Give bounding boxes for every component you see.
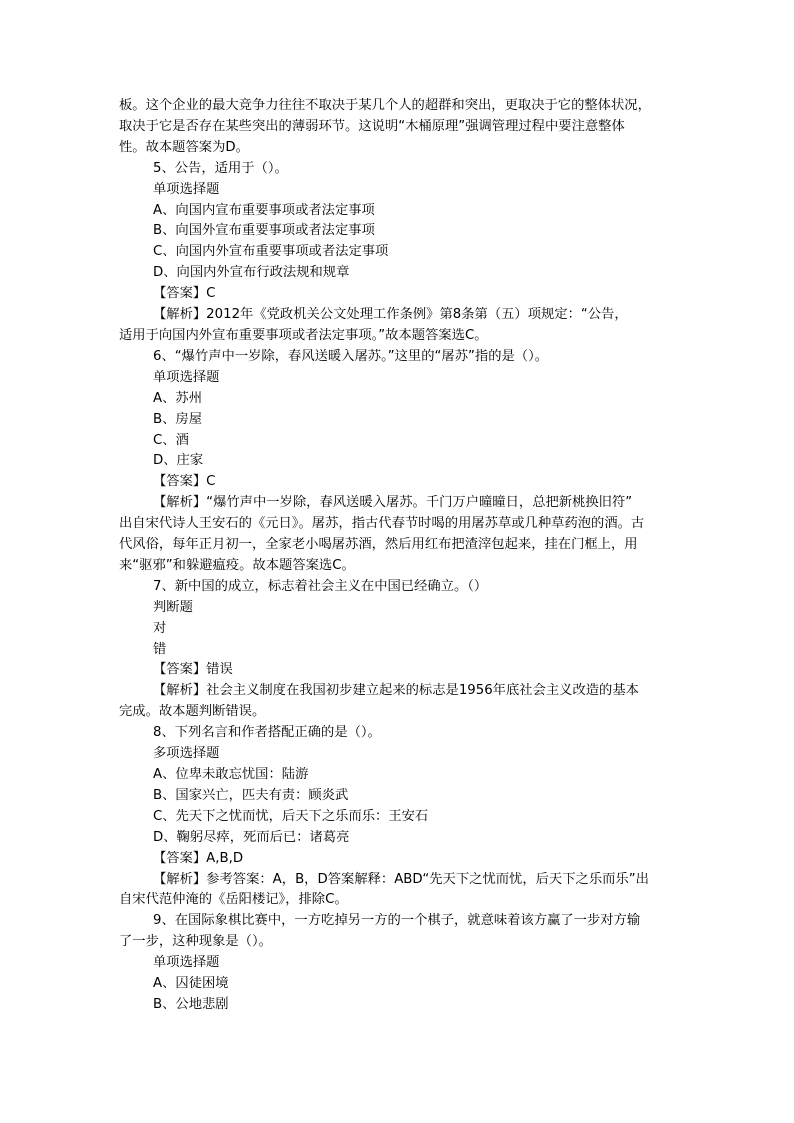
text-line: 代风俗，每年正月初一，全家老小喝屠苏酒，然后用红布把渣滓包起来，挂在门框上，用 bbox=[119, 537, 638, 553]
paragraph bbox=[119, 263, 679, 284]
paragraph bbox=[119, 284, 679, 305]
paragraph bbox=[119, 744, 679, 765]
paragraph bbox=[119, 96, 679, 159]
paragraph bbox=[119, 221, 679, 242]
text-line: 单项选择题 bbox=[153, 369, 220, 385]
text-line: 错 bbox=[153, 641, 167, 657]
text-line: A、囚徒困境 bbox=[153, 976, 229, 992]
paragraph bbox=[119, 347, 679, 368]
text-line: 【解析】参考答案：A，B，D答案解释：ABD“先天下之忧而忧，后天下之乐而乐”出 bbox=[153, 871, 649, 887]
paragraph bbox=[119, 723, 679, 744]
paragraph bbox=[119, 305, 679, 347]
paragraph bbox=[119, 472, 679, 493]
paragraph bbox=[119, 640, 679, 661]
paragraph bbox=[119, 765, 679, 786]
text-line: B、公地悲剧 bbox=[153, 996, 229, 1012]
paragraph bbox=[119, 242, 679, 263]
text-line: 板。这个企业的最大竞争力往往不取决于某几个人的超群和突出，更取决于它的整体状况， bbox=[119, 98, 651, 113]
text-line: 完成。故本题判断错误。 bbox=[119, 704, 266, 720]
paragraph bbox=[119, 807, 679, 828]
text-line: 判断题 bbox=[153, 599, 193, 615]
text-line: 出自宋代诗人王安石的《元日》。屠苏，指古代春节时喝的用屠苏草或几种草药泡的酒。古 bbox=[119, 516, 645, 532]
paragraph bbox=[119, 451, 679, 472]
paragraph bbox=[119, 995, 679, 1016]
text-line: 5、公告，适用于（）。 bbox=[153, 160, 288, 176]
text-line: 8、下列名言和作者搭配正确的是（）。 bbox=[153, 725, 381, 741]
text-line: 单项选择题 bbox=[153, 181, 220, 197]
text-line: 7、新中国的成立，标志着社会主义在中国已经确立。（） bbox=[153, 578, 488, 594]
text-line: D、向国内外宣布行政法规和规章 bbox=[153, 265, 350, 281]
paragraph bbox=[119, 849, 679, 870]
text-line: 【答案】错误 bbox=[153, 662, 233, 678]
paragraph bbox=[119, 389, 679, 410]
paragraph bbox=[119, 201, 679, 222]
text-line: C、先天下之忧而忧，后天下之乐而乐：王安石 bbox=[153, 808, 429, 824]
text-line: D、鞠躬尽瘁，死而后已：诸葛亮 bbox=[153, 829, 350, 845]
text-line: B、国家兴亡，匹夫有责：顾炎武 bbox=[153, 787, 349, 803]
text-line: 自宋代范仲淹的《岳阳楼记》，排除C。 bbox=[119, 892, 348, 908]
paragraph bbox=[119, 681, 679, 723]
paragraph bbox=[119, 431, 679, 452]
text-line: 9、在国际象棋比赛中，一方吃掉另一方的一个棋子，就意味着该方赢了一步对方输 bbox=[153, 913, 641, 929]
paragraph bbox=[119, 619, 679, 640]
document-body bbox=[119, 96, 679, 1016]
text-line: B、向国外宣布重要事项或者法定事项 bbox=[153, 223, 375, 239]
text-line: 【解析】社会主义制度在我国初步建立起来的标志是1956年底社会主义改造的基本 bbox=[153, 683, 639, 699]
text-line: 【解析】“爆竹声中一岁除，春风送暖入屠苏。千门万户曈曈日，总把新桃换旧符” bbox=[153, 495, 633, 511]
paragraph bbox=[119, 870, 679, 912]
paragraph bbox=[119, 911, 679, 953]
paragraph bbox=[119, 828, 679, 849]
paragraph bbox=[119, 974, 679, 995]
paragraph bbox=[119, 660, 679, 681]
text-line: 适用于向国内外宣布重要事项或者法定事项。”故本题答案选C。 bbox=[119, 327, 488, 343]
text-line: 对 bbox=[153, 620, 167, 636]
text-line: 【答案】C bbox=[153, 286, 216, 302]
text-line: C、酒 bbox=[153, 432, 189, 448]
text-line: 来“驱邪”和躲避瘟疫。故本题答案选C。 bbox=[119, 557, 355, 573]
paragraph bbox=[119, 180, 679, 201]
paragraph bbox=[119, 577, 679, 598]
paragraph bbox=[119, 368, 679, 389]
text-line: 【解析】2012年《党政机关公文处理工作条例》第8条第（五）项规定：“公告， bbox=[153, 307, 628, 323]
text-line: 单项选择题 bbox=[153, 955, 220, 971]
text-line: B、房屋 bbox=[153, 411, 203, 427]
text-line: A、位卑未敢忘忧国：陆游 bbox=[153, 767, 309, 782]
text-line: C、向国内外宣布重要事项或者法定事项 bbox=[153, 244, 389, 260]
text-line: 6、“爆竹声中一岁除，春风送暖入屠苏。”这里的“屠苏”指的是（）。 bbox=[153, 348, 549, 364]
paragraph bbox=[119, 159, 679, 180]
text-line: A、苏州 bbox=[153, 390, 202, 406]
paragraph bbox=[119, 598, 679, 619]
text-line: A、向国内宣布重要事项或者法定事项 bbox=[153, 202, 375, 218]
paragraph bbox=[119, 493, 679, 577]
text-line: 【答案】C bbox=[153, 474, 216, 490]
text-line: 性。故本题答案为D。 bbox=[119, 139, 249, 155]
text-line: 取决于它是否存在某些突出的薄弱环节。这说明“木桶原理”强调管理过程中要注意整体 bbox=[119, 118, 625, 134]
text-line: D、庄家 bbox=[153, 453, 204, 469]
paragraph bbox=[119, 953, 679, 974]
paragraph bbox=[119, 786, 679, 807]
text-line: 多项选择题 bbox=[153, 746, 220, 762]
text-line: 【答案】A,B,D bbox=[153, 850, 244, 866]
paragraph bbox=[119, 410, 679, 431]
text-line: 了一步，这种现象是（）。 bbox=[119, 934, 272, 950]
